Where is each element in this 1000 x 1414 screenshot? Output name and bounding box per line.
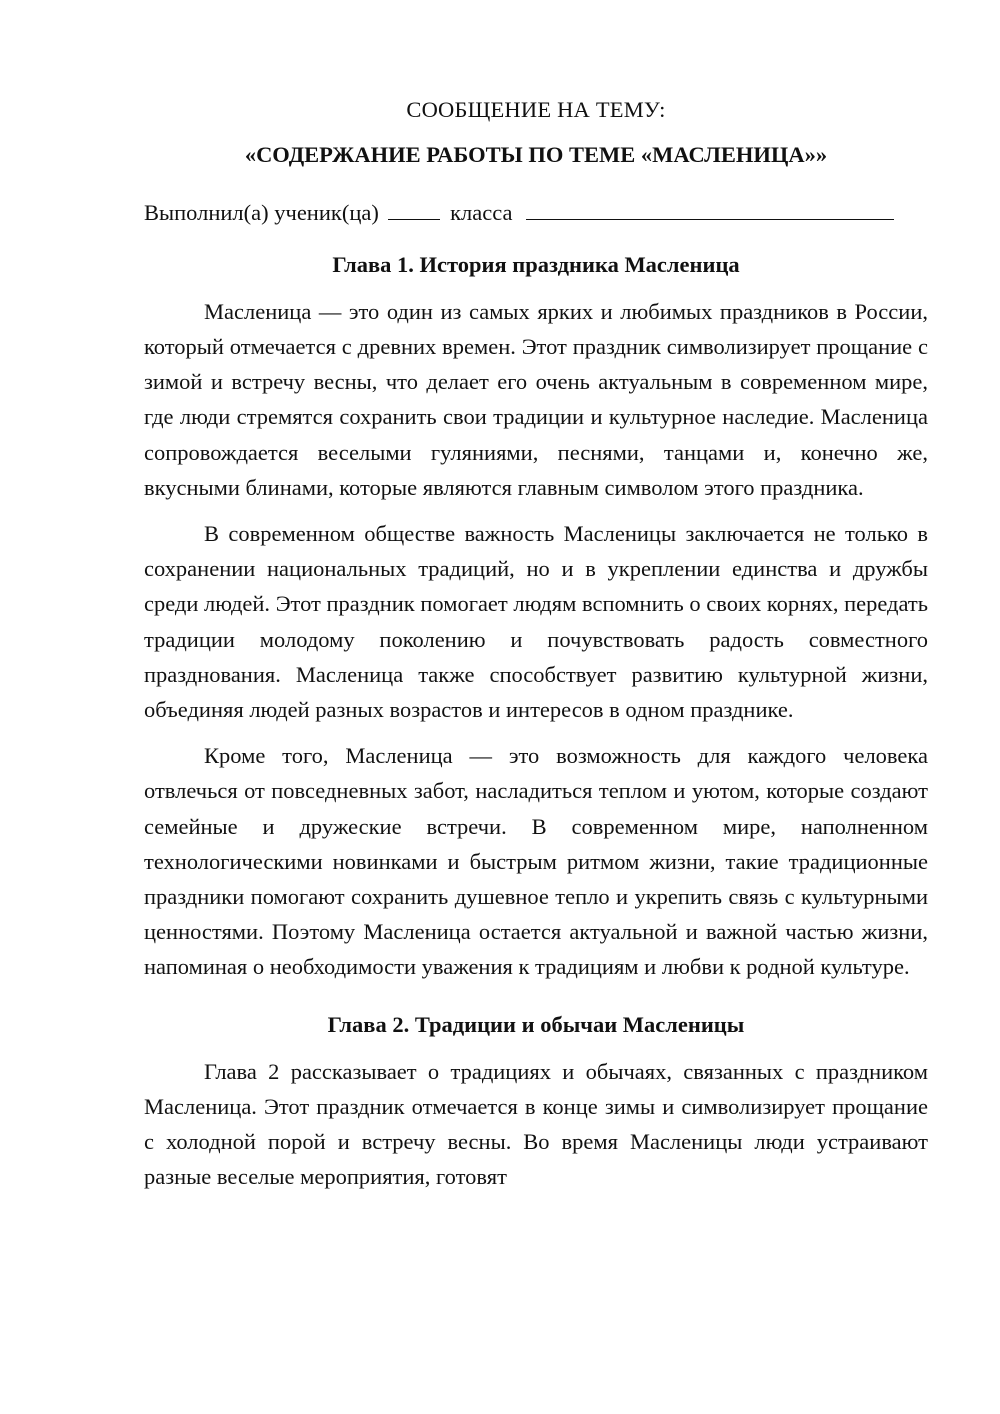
author-prefix-label: Выполнил(а) ученик(ца) [144, 200, 379, 226]
author-name-blank [526, 197, 894, 220]
author-class-label: класса [450, 200, 513, 226]
chapter-1-paragraph: Кроме того, Масленица — это возможность для каждого человека отвлечься от повседневных забот, насладиться теплом и уютом, которые создают семейные и дружеские встречи. В современном мире, наполненном технологическими новинками и быстрым ритмом жизни, такие традиционные праздники помогают сохранить душевное тепло и укрепить связь с культурными ценностями. Поэтому Масленица остается актуальной и важной частью жизни, напоминая о необходимости уважения к традициям и любви к родной культуре. [144, 743, 928, 980]
document-title-line-1: СООБЩЕНИЕ НА ТЕМУ: [406, 97, 666, 122]
chapter-1-paragraph: Масленица — это один из самых ярких и любимых праздников в России, который отмечается с древних времен. Этот праздник символизирует прощание с зимой и встречу весны, что делает его очень актуальным в современном мире, где люди стремятся сохранить свои традиции и культурное наследие. Масленица сопровождается веселыми гуляниями, песнями, танцами и, конечно же, вкусными блинами, которые являются главным символом этого праздника. [144, 298, 928, 500]
chapter-2-paragraph: Глава 2 рассказывает о традициях и обычаях, связанных с праздником Масленица. Этот праздник отмечается в конце зимы и символизирует прощание с холодной порой и встречу весны. Во время Масленицы люди устраивают разные веселые мероприятия, готовят [144, 1058, 928, 1190]
chapter-2-heading: Глава 2. Традиции и обычаи Масленицы [327, 1011, 745, 1037]
document-page [144, 92, 928, 1206]
chapter-1-paragraph: В современном обществе важность Масленицы заключается не только в сохранении национальных традиций, но и в укреплении единства и дружбы среди людей. Этот праздник помогает людям вспомнить о своих корнях, передать традиции молодому поколению и почувствовать радость совместного празднования. Масленица также способствует развитию культурной жизни, объединяя людей разных возрастов и интересов в одном празднике. [144, 521, 928, 723]
author-line [144, 195, 928, 230]
document-title-line-2: «СОДЕРЖАНИЕ РАБОТЫ ПО ТЕМЕ «МАСЛЕНИЦА»» [244, 142, 828, 168]
class-number-blank [388, 197, 440, 220]
chapter-1-heading: Глава 1. История праздника Масленица [332, 251, 740, 277]
